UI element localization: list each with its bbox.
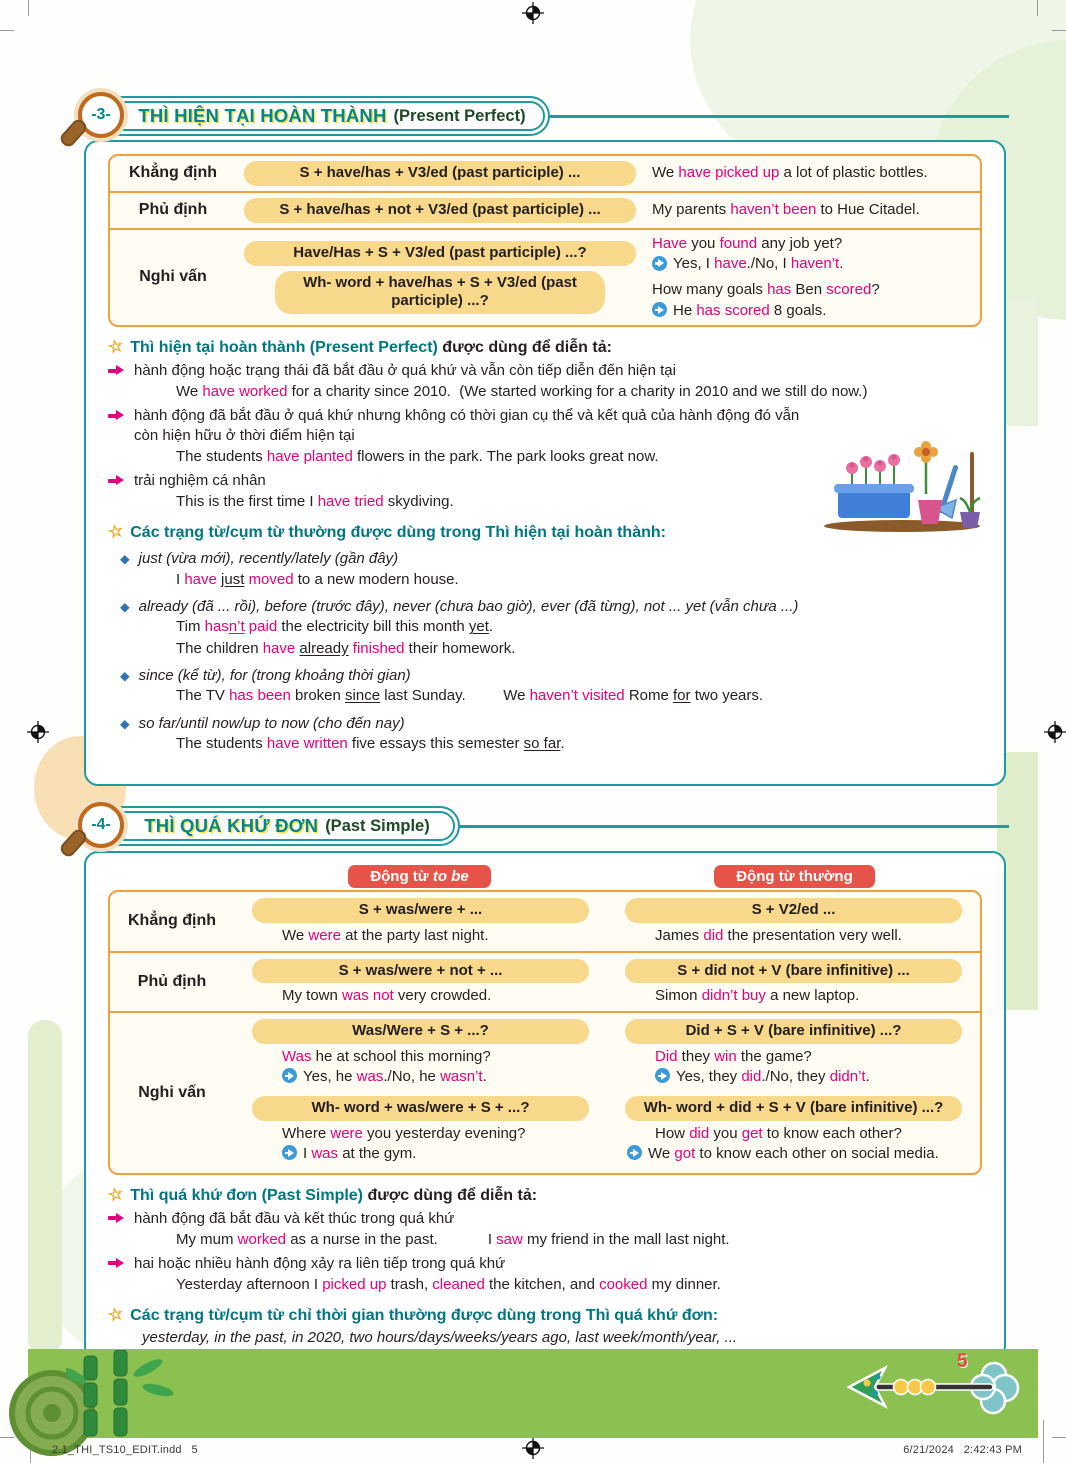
registration-mark-icon (1044, 721, 1066, 743)
arrow-bullet-icon (108, 475, 125, 486)
example-text: The students have written five essays this semester so far. (176, 735, 565, 753)
example-answer: I was at the gym. (240, 1144, 601, 1164)
verb-type-header-row (232, 865, 982, 888)
formula-pill: S + was/were + not + ... (252, 959, 589, 984)
example-question: Have you found any job yet? (652, 234, 843, 252)
example-text: My mum worked as a nurse in the past. I saw my friend in the mall last night. (176, 1230, 730, 1248)
formula-pill: Have/Has + S + V3/ed (past participle) ...? (244, 241, 636, 266)
crop-mark (1052, 1437, 1066, 1438)
example-question: How did you get to know each other? (655, 1125, 902, 1143)
example-text: This is the first time I have tried skydiving. (176, 492, 454, 510)
table-row-interrogative (110, 228, 980, 326)
usage-bullet: hành động hoặc trạng thái đã bắt đầu ở quá khứ và vẫn còn tiếp diễn đến hiện tại (108, 361, 982, 381)
example-answer: Yes, I have./No, I haven’t. (652, 254, 974, 275)
example-text: The TV has been broken since last Sunday. We haven’t visited Rome for two years. (176, 687, 764, 705)
past-simple-panel (84, 851, 1006, 1360)
section-number: -4- (91, 816, 111, 833)
answer-arrow-icon (282, 1068, 297, 1083)
magnifier-handle (58, 117, 89, 149)
example-answer: He has scored 8 goals. (652, 301, 974, 322)
example-text: The children have already finished their homework. (176, 639, 516, 657)
print-timestamp: 6/21/2024 2:42:43 PM (903, 1444, 1022, 1456)
formula-pill: Wh- word + have/has + S + V3/ed (past participle) ...? (275, 271, 605, 315)
to-be-column-header: Động từ to be (348, 865, 490, 888)
example-text: We have worked for a charity since 2010. (We started working for a charity in 2010 and we still do now.) (176, 383, 868, 401)
example-text: Tim hasn’t paid the electricity bill this month yet. (176, 618, 494, 636)
answer-arrow-icon (652, 256, 667, 271)
decorative-bamboo-band (28, 1020, 62, 1355)
row-label: Khẳng định (128, 912, 216, 930)
arrow-bullet-icon (108, 365, 125, 376)
table-row-negative (110, 951, 980, 1012)
star-icon: ☆ (106, 335, 125, 358)
diamond-bullet-icon: ◆ (120, 668, 130, 683)
example-text: James did the presentation very well. (655, 926, 902, 944)
example-text: We were at the party last night. (282, 926, 489, 944)
bamboo-illustration (66, 1350, 186, 1438)
formula-pill: S + have/has + V3/ed (past participle) ... (244, 161, 636, 186)
crop-mark (1037, 0, 1038, 16)
usage-bullet: trải nghiệm cá nhân (108, 471, 982, 491)
adverb-item: ◆ so far/until now/up to now (cho đến nay) (120, 714, 405, 732)
dart-arrow-illustration (845, 1355, 1020, 1421)
row-label: Phủ định (138, 201, 208, 219)
example-text: The students have planted flowers in the park. The park looks great now. (176, 447, 659, 465)
example-answer: Yes, he was./No, he wasn’t. (240, 1067, 601, 1087)
crop-mark (1052, 30, 1066, 31)
answer-arrow-icon (652, 302, 667, 317)
diamond-bullet-icon: ◆ (120, 552, 130, 567)
section-title: THÌ HIỆN TẠI HOÀN THÀNH (138, 105, 387, 126)
registration-mark-icon (27, 721, 49, 743)
adverbs-heading: ☆ Các trạng từ/cụm từ chỉ thời gian thường được dùng trong Thì quá khứ đơn: (106, 1303, 719, 1326)
answer-arrow-icon (282, 1145, 297, 1160)
flower-planter-illustration (822, 434, 990, 532)
magnifier-badge-icon (78, 92, 124, 138)
star-icon: ☆ (106, 1303, 125, 1326)
table-row-negative (110, 191, 980, 228)
past-simple-forms-table (108, 890, 982, 1175)
crop-mark (0, 30, 14, 31)
usage-bullet: hành động đã bắt đầu ở quá khứ nhưng không có thời gian cụ thể và kết quả của hành động đó vẫn còn hiện hữu ở thời điểm hiện tại (108, 406, 818, 446)
example-question: Was he at school this morning? (282, 1047, 491, 1065)
registration-mark-icon (522, 1437, 544, 1459)
answer-arrow-icon (655, 1068, 670, 1083)
example-text: Simon didn’t buy a new laptop. (655, 987, 860, 1005)
diamond-bullet-icon: ◆ (120, 599, 130, 614)
section-title: THÌ QUÁ KHỨ ĐƠN (144, 815, 319, 836)
formula-pill: S + did not + V (bare infinitive) ... (625, 959, 962, 984)
section-4-title-pill (98, 806, 460, 846)
diamond-bullet-icon: ◆ (120, 716, 130, 731)
example-text: Yesterday afternoon I picked up trash, cleaned the kitchen, and cooked my dinner. (176, 1275, 721, 1293)
example-text: My town was not very crowded. (282, 987, 492, 1005)
arrow-bullet-icon (108, 1213, 125, 1224)
star-icon: ☆ (106, 1183, 125, 1206)
adverb-item: ◆ already (đã ... rồi), before (trước đây), never (chưa bao giờ), ever (đã từng), not ... yet (vẫn chưa ...) (120, 597, 799, 615)
example-question: Did they win the game? (655, 1047, 812, 1065)
star-icon: ☆ (106, 520, 125, 543)
row-label: Nghi vấn (139, 268, 207, 286)
crop-mark (1043, 1420, 1044, 1463)
table-row-affirmative (110, 156, 980, 191)
crop-mark (28, 0, 29, 16)
formula-pill: S + was/were + ... (252, 898, 589, 923)
adverb-item: ◆ just (vừa mới), recently/lately (gần đây) (120, 550, 399, 568)
formula-pill: Was/Were + S + ...? (252, 1019, 589, 1044)
arrow-bullet-icon (108, 1258, 125, 1269)
ordinary-verb-column-header: Động từ thường (714, 865, 875, 888)
adverb-item: ◆ since (kể từ), for (trong khoảng thời gian) (120, 666, 411, 684)
example-text: My parents haven’t been to Hue Citadel. (652, 201, 920, 218)
table-row-affirmative (110, 892, 980, 951)
usage-heading: ☆ Thì quá khứ đơn (Past Simple) được dùng để diễn tả: (106, 1183, 538, 1206)
section-3-title-pill (98, 96, 550, 136)
section-subtitle: (Past Simple) (325, 816, 430, 835)
row-label: Nghi vấn (138, 1083, 206, 1101)
formula-pill: Did + S + V (bare infinitive) ...? (625, 1019, 962, 1044)
example-answer: We got to know each other on social media. (613, 1144, 974, 1164)
answer-arrow-icon (627, 1145, 642, 1160)
row-label: Phủ định (137, 972, 207, 990)
formula-pill: Wh- word + did + S + V (bare infinitive) ...? (625, 1096, 962, 1121)
section-3-header (84, 96, 1009, 142)
page-number: 5 (957, 1351, 968, 1372)
row-label: Khẳng định (129, 164, 217, 182)
example-text: We have picked up a lot of plastic bottles. (652, 164, 928, 182)
formula-pill: Wh- word + was/were + S + ...? (252, 1096, 589, 1121)
magnifier-badge-icon (78, 802, 124, 848)
present-perfect-panel (84, 140, 1006, 786)
usage-heading: ☆ Thì hiện tại hoàn thành (Present Perfect) được dùng để diễn tả: (106, 335, 612, 358)
example-answer: Yes, they did./No, they didn’t. (613, 1067, 974, 1087)
table-row-interrogative (110, 1011, 980, 1173)
section-subtitle: (Present Perfect) (393, 106, 526, 125)
adverbs-heading: ☆ Các trạng từ/cụm từ thường được dùng trong Thì hiện tại hoàn thành: (106, 520, 666, 543)
formula-pill: S + V2/ed ... (625, 898, 962, 923)
usage-bullet: hành động đã bắt đầu và kết thúc trong quá khứ (108, 1209, 982, 1229)
section-number: -3- (91, 106, 111, 123)
header-rule (444, 825, 1009, 828)
present-perfect-forms-table (108, 154, 982, 327)
formula-pill: S + have/has + not + V3/ed (past participle) ... (244, 198, 636, 223)
print-file-name: 2.1_THI_TS10_EDIT.indd 5 (52, 1444, 198, 1456)
example-question: Where were you yesterday evening? (282, 1125, 526, 1143)
header-rule (534, 115, 1009, 118)
example-question: How many goals has Ben scored? (652, 280, 880, 298)
usage-bullet: hai hoặc nhiều hành động xảy ra liên tiếp trong quá khứ (108, 1254, 982, 1274)
example-text: I have just moved to a new modern house. (176, 570, 459, 588)
registration-mark-icon (522, 2, 544, 24)
arrow-bullet-icon (108, 410, 125, 421)
section-4-header (84, 806, 1009, 852)
adverb-list: yesterday, in the past, in 2020, two hours/days/weeks/years ago, last week/month/year, ... (142, 1328, 738, 1346)
